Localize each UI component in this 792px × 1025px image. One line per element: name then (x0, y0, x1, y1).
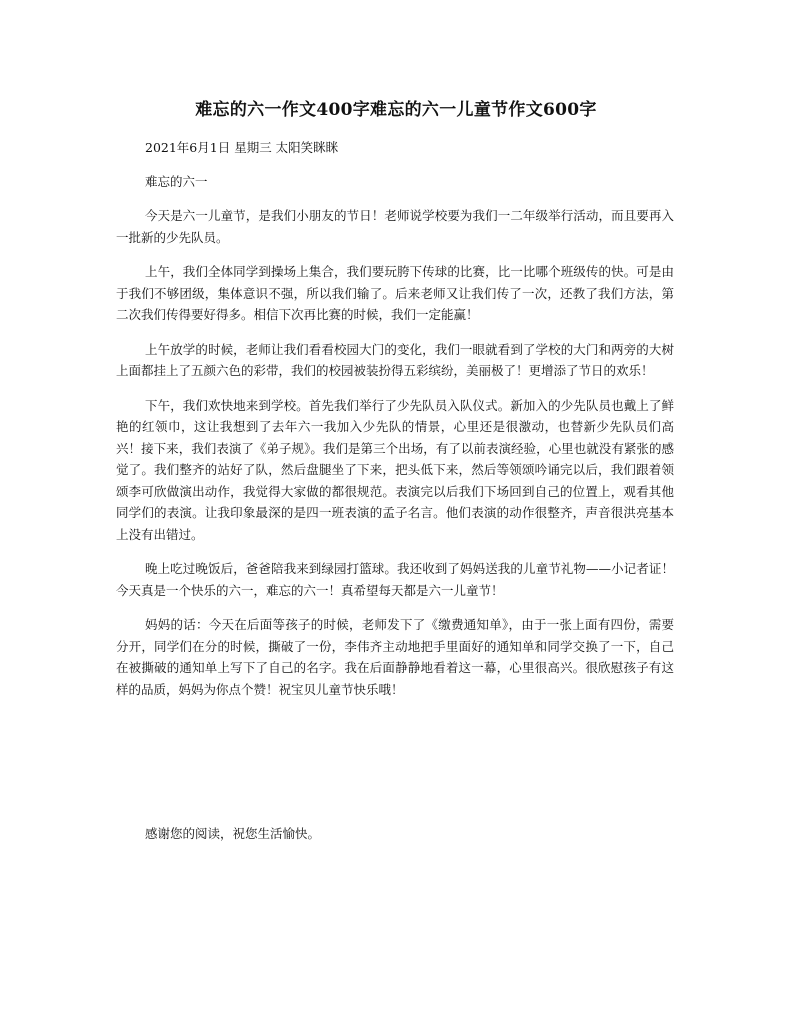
date-weather-line: 2021年6月1日 星期三 太阳笑眯眯 (145, 140, 339, 155)
closing-line: 感谢您的阅读，祝您生活愉快。 (145, 826, 321, 841)
paragraph-3: 上午放学的时候，老师让我们看看校园大门的变化，我们一眼就看到了学校的大门和两旁的大树上面都挂上了五颜六色的彩带，我们的校园被装扮得五彩缤纷，美丽极了！更增添了节日的欢乐！ (116, 341, 674, 378)
paragraph-5: 晚上吃过晚饭后，爸爸陪我来到绿园打篮球。我还收到了妈妈送我的儿童节礼物——小记者证！今天真是一个快乐的六一，难忘的六一！真希望每天都是六一儿童节！ (116, 561, 674, 598)
paragraph-1: 今天是六一儿童节，是我们小朋友的节日！老师说学校要为我们一二年级举行活动，而且要再入一批新的少先队员。 (116, 208, 674, 245)
paragraph-2: 上午，我们全体同学到操场上集合，我们要玩胯下传球的比赛，比一比哪个班级传的快。可是由于我们不够团级，集体意识不强，所以我们输了。后来老师又让我们传了一次，还教了我们方法，第二次我们传得要好得多。相信下次再比赛的时候，我们一定能赢！ (116, 264, 674, 322)
paragraph-6: 妈妈的话：今天在后面等孩子的时候，老师发下了《缴费通知单》，由于一张上面有四份，需要分开，同学们在分的时候，撕破了一份，李伟齐主动地把手里面好的通知单和同学交换了一下，自己在被撕破的通知单上写下了自己的名字。我在后面静静地看着这一幕，心里很高兴。很欣慰孩子有这样的品质，妈妈为你点个赞！祝宝贝儿童节快乐哦！ (116, 617, 674, 697)
essay-body (116, 205, 674, 713)
document-title: 难忘的六一作文400字难忘的六一儿童节作文600字 (195, 100, 597, 120)
paragraph-4: 下午，我们欢快地来到学校。首先我们举行了少先队员入队仪式。新加入的少先队员也戴上了鲜艳的红领巾，这让我想到了去年六一我加入少先队的情景，心里还是很激动，也替新少先队员们高兴！接下来，我们表演了《弟子规》。我们是第三个出场，有了以前表演经验，心里也就没有紧张的感觉了。我们整齐的站好了队，然后盘腿坐了下来，把头低下来，然后等领颂吟诵完以后，我们跟着领颂李可欣做演出动作，我觉得大家做的都很规范。表演完以后我们下场回到自己的位置上，观看其他同学们的表演。让我印象最深的是四一班表演的孟子名言。他们表演的动作很整齐，声音很洪亮基本上没有出错过。 (116, 397, 674, 542)
essay-subtitle: 难忘的六一 (145, 174, 208, 189)
